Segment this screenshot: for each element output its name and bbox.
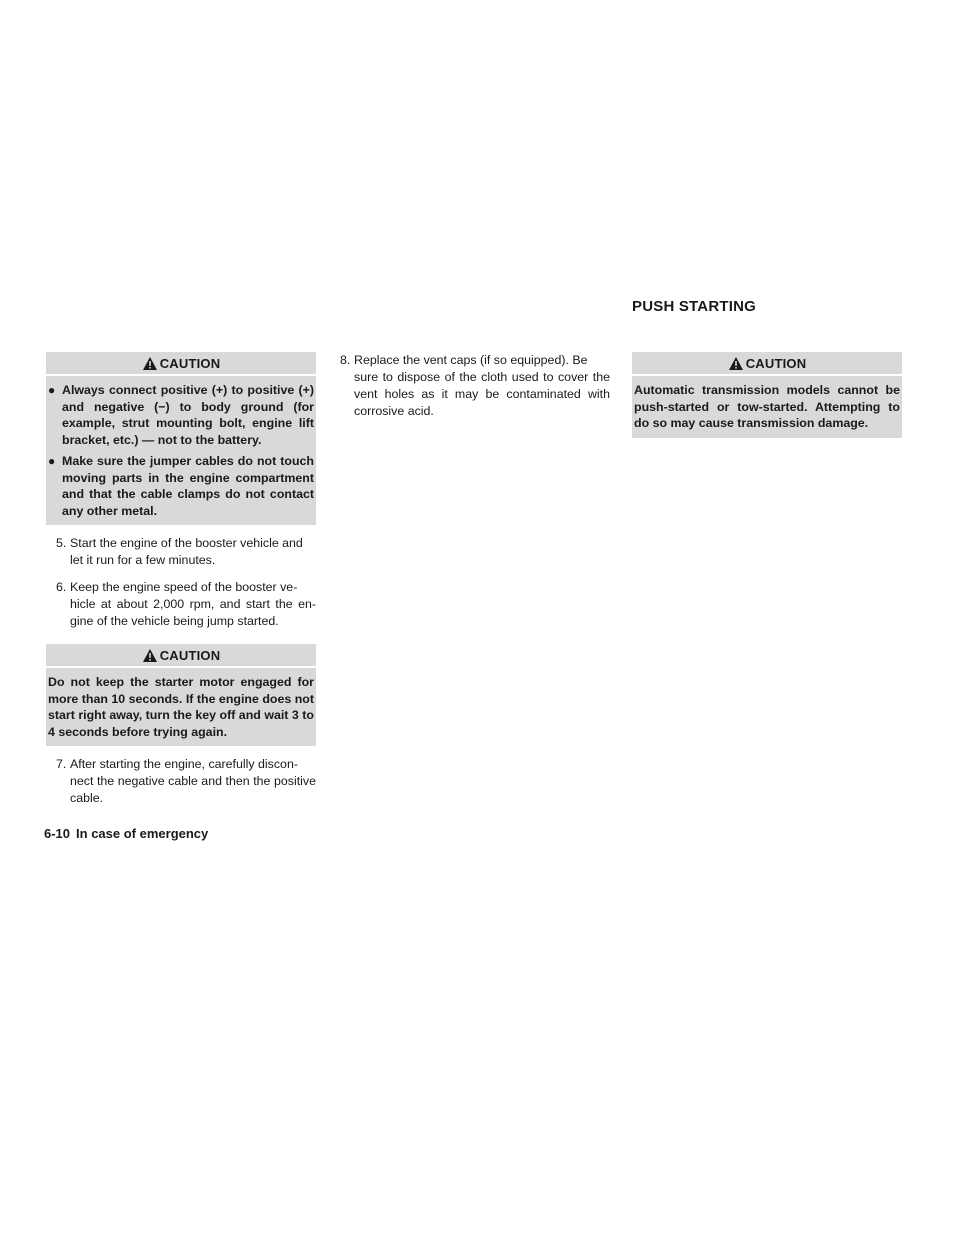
- section-title: PUSH STARTING: [632, 298, 756, 315]
- warning-icon: [142, 648, 158, 663]
- step-text: Keep the engine speed of the booster ve-: [70, 580, 298, 594]
- column-middle: [340, 352, 610, 420]
- caution-bullet-text: Always connect positive (+) to positive (+) and negative (−) to body ground (for example, strut mounting bolt, engine lift bracket, etc.) — not to the battery.: [62, 383, 314, 447]
- caution-box: Do not keep the starter motor engaged for more than 10 seconds. If the engine does not start right away, turn the key off and wait 3 to 4 seconds before trying again.: [46, 668, 316, 746]
- column-right: [632, 352, 902, 438]
- page-number: 6-10: [44, 826, 71, 841]
- caution-label: CAUTION: [159, 355, 221, 371]
- page-footer: [44, 826, 208, 841]
- caution-header: [46, 352, 316, 374]
- step-number: 5.: [56, 536, 67, 550]
- caution-bullet: [48, 453, 314, 519]
- step-text-cont: hicle at about 2,000 rpm, and start the en- gine of the vehicle being jump started.: [70, 597, 316, 628]
- caution-bullet-text: Make sure the jumper cables do not touch moving parts in the engine compartment and that the cable clamps do not contact any other metal.: [62, 454, 314, 518]
- caution-label: CAUTION: [159, 647, 221, 663]
- step-number: 6.: [56, 580, 67, 594]
- caution-box: [46, 376, 316, 525]
- step-5: [46, 535, 316, 569]
- step-text: Start the engine of the booster vehicle and: [70, 536, 303, 550]
- step-text-cont: let it run for a few minutes.: [70, 553, 216, 567]
- step-number: 8.: [340, 353, 351, 367]
- caution-bullet: [48, 382, 314, 448]
- step-6: [46, 579, 316, 630]
- column-left: [46, 352, 316, 807]
- caution-label: CAUTION: [745, 355, 807, 371]
- step-text: After starting the engine, carefully discon-: [70, 757, 298, 771]
- bullet-dot: ●: [48, 383, 56, 397]
- caution-header: [632, 352, 902, 374]
- step-8: [340, 352, 610, 420]
- step-text: Replace the vent caps (if so equipped). Be: [354, 353, 588, 367]
- caution-header: [46, 644, 316, 666]
- step-text-cont: nect the negative cable and then the positive cable.: [70, 774, 316, 805]
- step-7: [46, 756, 316, 807]
- step-text-cont: sure to dispose of the cloth used to cover the vent holes as it may be contaminated with corrosive acid.: [354, 370, 610, 418]
- warning-icon: [142, 356, 158, 371]
- chapter-title: In case of emergency: [76, 826, 209, 841]
- caution-box: Automatic transmission models cannot be push-started or tow-started. Attempting to do so may cause transmission damage.: [632, 376, 902, 438]
- bullet-dot: ●: [48, 454, 56, 468]
- warning-icon: [728, 356, 744, 371]
- step-number: 7.: [56, 757, 67, 771]
